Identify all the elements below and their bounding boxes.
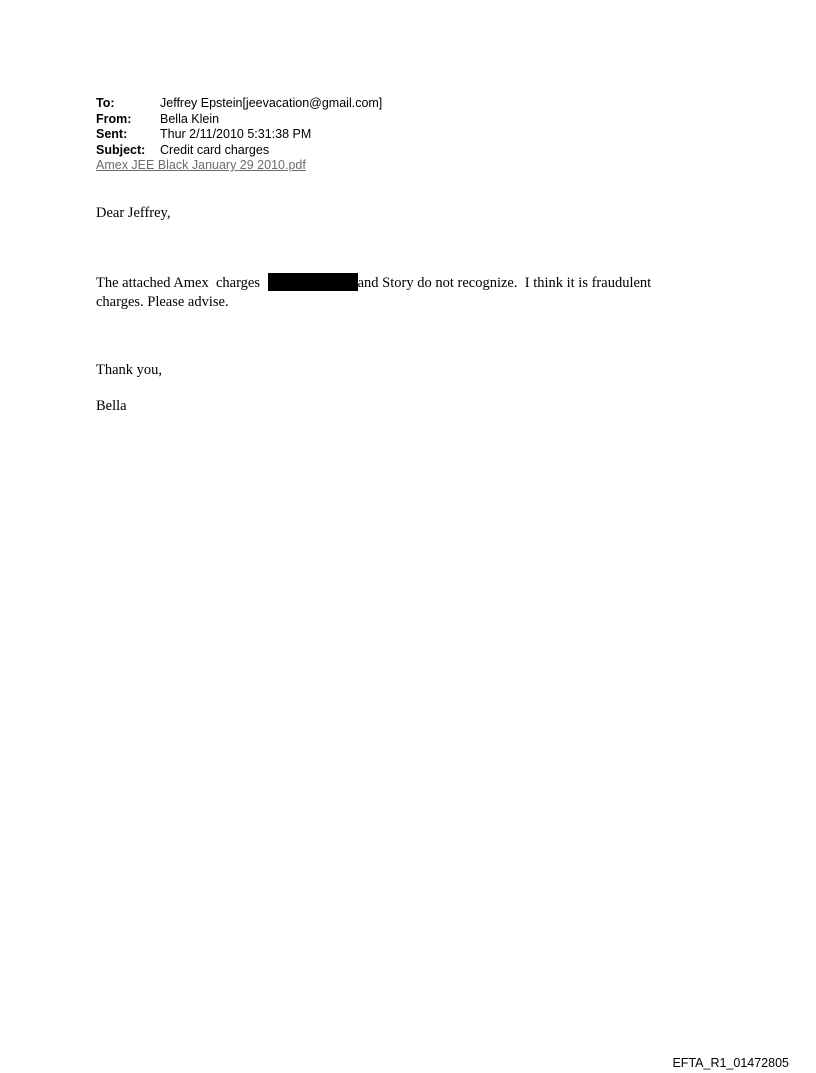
from-label: From:	[96, 111, 132, 126]
document-id: EFTA_R1_01472805	[672, 1056, 789, 1070]
subject-label: Subject:	[96, 142, 146, 157]
email-header	[96, 96, 382, 174]
to-label: To:	[96, 96, 115, 110]
from-value: Bella Klein	[160, 111, 220, 126]
signature: Bella	[96, 398, 127, 414]
sent-label: Sent:	[96, 127, 128, 141]
to-value: Jeffrey Epstein[jeevacation@gmail.com]	[160, 96, 383, 110]
paragraph-line-2: charges. Please advise.	[96, 294, 229, 310]
paragraph-line-1-end: and Story do not recognize. I think it is fraudulent	[357, 275, 652, 291]
attachment-row	[96, 158, 382, 174]
to-row	[96, 96, 382, 112]
subject-row	[96, 143, 382, 159]
sent-row	[96, 127, 382, 143]
redaction-block	[268, 273, 358, 291]
from-row	[96, 112, 382, 128]
subject-value: Credit card charges	[160, 142, 270, 157]
greeting: Dear Jeffrey,	[96, 205, 171, 221]
message-paragraph	[96, 273, 651, 312]
paragraph-line-1	[96, 273, 651, 293]
closing: Thank you,	[96, 362, 163, 378]
paragraph-line-1-start: The attached Amex charges	[96, 275, 264, 291]
sent-value: Thur 2/11/2010 5:31:38 PM	[160, 127, 312, 141]
attachment-link[interactable]: Amex JEE Black January 29 2010.pdf	[96, 158, 306, 172]
